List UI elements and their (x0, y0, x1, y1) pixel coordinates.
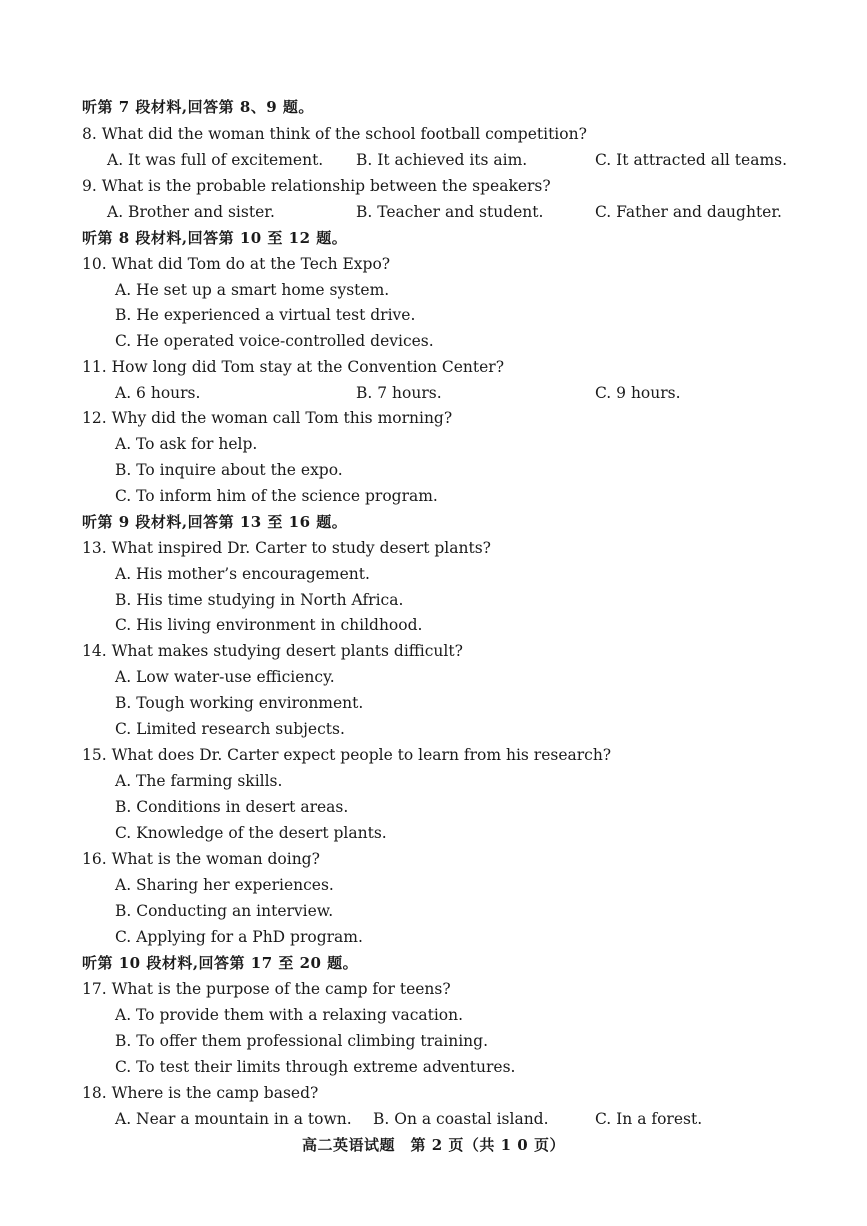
question-11: 11. How long did Tom stay at the Convention Center? (82, 358, 505, 376)
question-9: 9. What is the probable relationship between the speakers? (82, 177, 551, 195)
question-12-option-b: B. To inquire about the expo. (115, 461, 343, 479)
question-15-option-c: C. Knowledge of the desert plants. (115, 824, 387, 842)
question-17-option-b: B. To offer them professional climbing training. (115, 1032, 488, 1050)
question-8-option-c: C. It attracted all teams. (595, 151, 788, 169)
question-15: 15. What does Dr. Carter expect people to learn from his research? (82, 746, 612, 764)
section-heading-8: 听第 8 段材料,回答第 10 至 12 题。 (82, 229, 348, 247)
question-16-option-c: C. Applying for a PhD program. (115, 928, 363, 946)
question-8-option-b: B. It achieved its aim. (356, 151, 528, 169)
question-11-option-a: A. 6 hours. (115, 384, 201, 402)
question-17-option-c: C. To test their limits through extreme adventures. (115, 1058, 516, 1076)
question-14: 14. What makes studying desert plants difficult? (82, 642, 463, 660)
question-13-option-a: A. His mother’s encouragement. (115, 565, 370, 583)
question-17: 17. What is the purpose of the camp for teens? (82, 980, 451, 998)
question-10-option-c: C. He operated voice-controlled devices. (115, 332, 434, 350)
question-13-option-b: B. His time studying in North Africa. (115, 591, 404, 609)
question-12-option-c: C. To inform him of the science program. (115, 487, 438, 505)
question-13-option-c: C. His living environment in childhood. (115, 616, 423, 634)
question-18-option-b: B. On a coastal island. (373, 1110, 549, 1128)
question-18-option-c: C. In a forest. (595, 1110, 703, 1128)
section-heading-10: 听第 10 段材料,回答第 17 至 20 题。 (82, 954, 359, 972)
question-10-option-a: A. He set up a smart home system. (115, 281, 390, 299)
question-11-option-c: C. 9 hours. (595, 384, 681, 402)
question-8: 8. What did the woman think of the school football competition? (82, 125, 587, 143)
question-10-option-b: B. He experienced a virtual test drive. (115, 306, 416, 324)
question-9-option-c: C. Father and daughter. (595, 203, 782, 221)
question-10: 10. What did Tom do at the Tech Expo? (82, 255, 391, 273)
question-11-option-b: B. 7 hours. (356, 384, 442, 402)
question-18: 18. Where is the camp based? (82, 1084, 319, 1102)
question-9-option-b: B. Teacher and student. (356, 203, 544, 221)
question-14-option-c: C. Limited research subjects. (115, 720, 345, 738)
question-15-option-b: B. Conditions in desert areas. (115, 798, 349, 816)
section-heading-9: 听第 9 段材料,回答第 13 至 16 题。 (82, 513, 348, 531)
question-17-option-a: A. To provide them with a relaxing vacation. (115, 1006, 464, 1024)
question-16-option-a: A. Sharing her experiences. (115, 876, 334, 894)
section-heading-7: 听第 7 段材料,回答第 8、9 题。 (82, 98, 314, 116)
question-9-option-a: A. Brother and sister. (107, 203, 275, 221)
page-footer: 高二英语试题 第 2 页（共 1 0 页） (302, 1136, 565, 1154)
question-18-option-a: A. Near a mountain in a town. (115, 1110, 352, 1128)
question-12-option-a: A. To ask for help. (115, 435, 258, 453)
question-12: 12. Why did the woman call Tom this morning? (82, 409, 453, 427)
question-15-option-a: A. The farming skills. (115, 772, 283, 790)
question-16: 16. What is the woman doing? (82, 850, 320, 868)
question-14-option-b: B. Tough working environment. (115, 694, 364, 712)
question-8-option-a: A. It was full of excitement. (107, 151, 324, 169)
question-16-option-b: B. Conducting an interview. (115, 902, 334, 920)
question-14-option-a: A. Low water-use efficiency. (115, 668, 335, 686)
question-13: 13. What inspired Dr. Carter to study desert plants? (82, 539, 491, 557)
